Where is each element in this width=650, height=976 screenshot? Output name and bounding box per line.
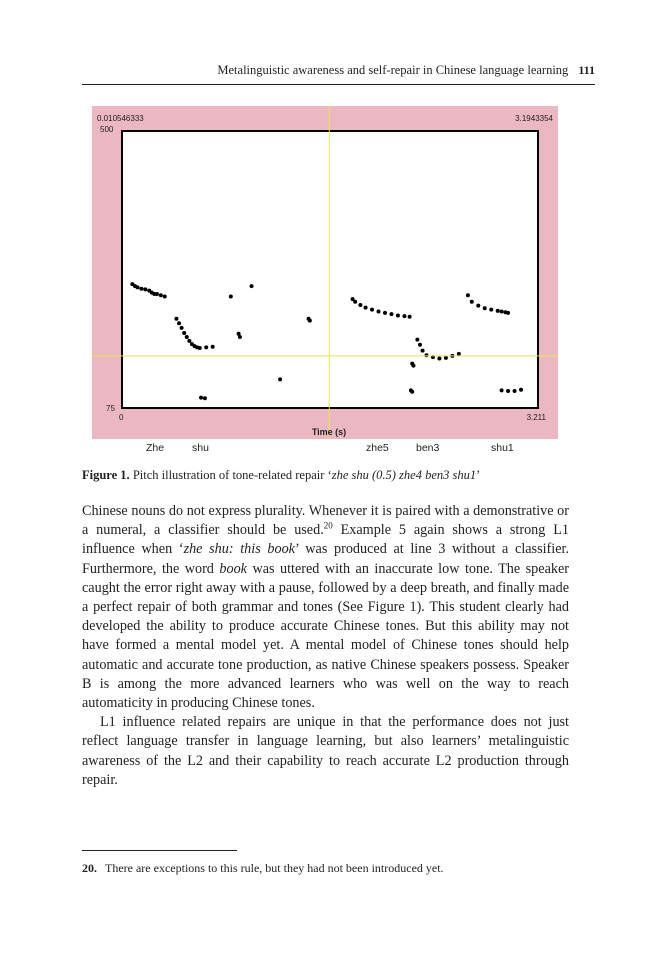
pitch-point [410,390,414,394]
pitch-point [418,343,422,347]
pitch-point [136,285,140,289]
pitch-point [411,364,415,368]
pitch-point [370,308,374,312]
pitch-point [187,339,191,343]
text-run: ’ was produced at line 3 without a classifier. Furthermore, the word [82,541,569,577]
x-min-label: 0 [119,413,124,422]
caption-label: Figure 1. [82,468,130,482]
pitch-point [389,312,393,316]
syllable-label: Zhe [146,442,165,454]
paragraph: L1 influence related repairs are unique in that the performance does not just reflect language transfer in language learning, but also learners’ metalinguistic awareness of the L2 and their capability to reach accurate L2 production through repair. [82,714,569,788]
pitch-point [500,388,504,392]
pitch-point [500,310,504,314]
pitch-point [182,331,186,335]
pitch-point [155,292,159,296]
pitch-point [185,335,189,339]
pitch-point [177,321,181,325]
pitch-point [229,295,233,299]
pitch-point [250,284,254,288]
pitch-point [506,389,510,393]
pitch-point [204,345,208,349]
caption-italic: zhe shu (0.5) zhe4 ben3 shu1 [331,468,477,482]
pitch-point [199,396,203,400]
footnote-text: There are exceptions to this rule, but they had not been introduced yet. [105,861,444,875]
pitch-point [358,303,362,307]
paragraph [82,502,569,713]
pitch-point [180,326,184,330]
pitch-point [519,388,523,392]
pitch-point [496,309,500,313]
pitch-point [506,311,510,315]
selection-start-value: 0.010546333 [97,114,144,123]
running-head-title: Metalinguistic awareness and self-repair in Chinese language learning [217,63,569,77]
pitch-figure [92,106,558,439]
syllable-label: shu1 [491,442,514,454]
pitch-point [437,356,441,360]
text-run: Chinese nouns do not express plurality. Whenever it is paired with a demonstrative or a numeral, a classifier should be used. [82,503,569,539]
pitch-point [396,313,400,317]
plot-area [122,131,538,408]
running-head [82,63,595,78]
syllable-label: zhe5 [366,442,389,454]
syllable-label: ben3 [416,442,440,454]
footnote-ref[interactable]: 20 [323,520,333,531]
footnote [82,861,444,876]
pitch-point [457,352,461,356]
pitch-point [174,317,178,321]
pitch-point [364,306,368,310]
text-run: was uttered with an inaccurate low tone. The speaker caught the error right away with a pause, followed by a deep breath, and finally made a perfect repair of both grammar and tones (See Figure 1). This student clearly had developed the ability to produce accurate Chinese tones. But this ability may not have formed a mental model yet. A mental model of Chinese tones should help automatic and accurate tone production, as native Chinese speakers possess. Speaker B is among the more advanced learners who was well on the way to reach automaticity in producing Chinese tones. [82,560,569,712]
pitch-point [377,310,381,314]
pitch-point [444,356,448,360]
pitch-point [408,315,412,319]
pitch-point [139,287,143,291]
pitch-point [353,300,357,304]
body-text [82,502,569,790]
page-number: 111 [578,63,595,77]
caption-text: Pitch illustration of tone-related repair ‘ [132,468,332,482]
pitch-point [383,311,387,315]
footnote-number: 20. [82,861,97,875]
pitch-point [424,353,428,357]
y-max-label: 500 [100,125,114,134]
pitch-point [513,389,517,393]
pitch-point [402,314,406,318]
pitch-point [159,293,163,297]
pitch-point [489,308,493,312]
pitch-point [238,335,242,339]
x-axis-label: Time (s) [311,427,347,437]
pitch-point [198,346,202,350]
pitch-point [421,349,425,353]
selection-end-value: 3.1943354 [515,114,553,123]
footnote-rule [82,850,237,851]
pitch-point [203,396,207,400]
pitch-point [415,338,419,342]
pitch-point [143,287,147,291]
syllable-label: shu [192,442,209,454]
pitch-point [211,345,215,349]
text-run: Example 5 again shows a strong L1 influence when ‘ [82,522,569,558]
pitch-plot [92,106,558,439]
pitch-point [163,295,167,299]
pitch-point [278,377,282,381]
pitch-point [483,306,487,310]
pitch-point [470,300,474,304]
italic-run: zhe shu: this book [183,541,295,558]
y-min-label: 75 [106,404,115,413]
figure-caption [82,468,480,483]
pitch-point [308,319,312,323]
x-max-label: 3.211 [526,413,546,422]
pitch-point [466,293,470,297]
caption-close: ’ [476,468,481,482]
header-rule [82,84,595,85]
pitch-point [476,304,480,308]
italic-run: book [219,560,247,577]
